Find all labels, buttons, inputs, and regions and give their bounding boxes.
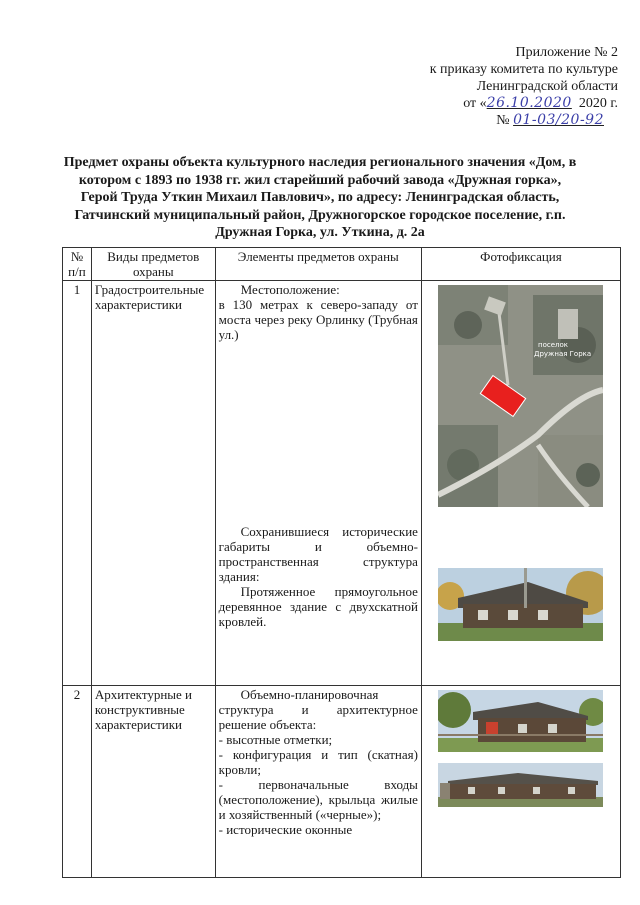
date-suffix: 2020 г. (578, 96, 618, 111)
row-kind: Градостроительные характеристики (91, 281, 215, 686)
order-line: к приказу комитета по культуре (429, 62, 618, 77)
location-heading: Местоположение: (240, 282, 340, 297)
list-item: - исторические оконные (218, 822, 353, 837)
number-prefix: № (496, 113, 510, 128)
house-photo-1 (438, 568, 603, 641)
house-photo-1-svg (438, 568, 603, 641)
header-num: № п/п (63, 248, 92, 281)
dimensions-text: Протяженное прямоугольное деревянное здание с двухскатной кровлей. (218, 584, 418, 629)
row-kind: Архитектурные и конструктивные характеристики (91, 686, 215, 878)
appendix-label: Приложение № 2 (515, 45, 618, 60)
house-photo-3-svg (438, 763, 603, 807)
table-row (63, 281, 621, 686)
number-line (430, 112, 618, 129)
map-label-1: поселок (538, 341, 569, 349)
dimensions-heading: Сохранившиеся исторические габариты и объемно-пространственная структура здания: (218, 524, 418, 584)
house-photo-2 (438, 690, 603, 752)
header-kind: Виды предметов охраны (91, 248, 215, 281)
list-item: - высотные отметки; (218, 732, 333, 747)
table-header-row (63, 248, 621, 281)
house-photo-2-svg (438, 690, 603, 752)
list-item: - первоначальные входы (местоположение), крыльца жилые и хозяйственный («черные»); (218, 777, 418, 822)
document-title: Предмет охраны объекта культурного наследия регионального значения «Дом, в котором с 1893 по 1938 гг. жил старейший рабочий завода «Дружная горка», Герой Труда Уткин Михаил Павлович», по адресу: Ленинградская область, Гатчинский муниципальный район, Дружногорское городское поселение, г.п. Дружная Горка, ул. Уткина, д. 2а (63, 155, 577, 240)
structure-heading: Объемно-планировочная структура и архитектурное решение объекта: (218, 687, 418, 732)
map-label-2: Дружная Горка (534, 350, 592, 358)
committee-line: Ленинградской области (476, 79, 618, 94)
list-item: - конфигурация и тип (скатная) кровли; (218, 747, 418, 777)
handwritten-date: 26.10.2020 (486, 95, 572, 111)
aerial-map-image (438, 285, 603, 507)
row-elements (215, 281, 421, 686)
handwritten-number: 01-03/20-92 (513, 112, 604, 128)
row-photos (421, 686, 620, 878)
document-header (430, 44, 618, 129)
header-photo: Фотофиксация (421, 248, 620, 281)
header-elements: Элементы предметов охраны (215, 248, 421, 281)
row-number: 1 (63, 281, 92, 686)
location-text: в 130 метрах к северо-западу от моста через реку Орлинку (Трубная ул.) (218, 297, 418, 342)
protection-table (62, 247, 621, 878)
aerial-map-svg (438, 285, 603, 507)
row-photos (421, 281, 620, 686)
date-prefix: от « (463, 96, 487, 111)
house-photo-3 (438, 763, 603, 807)
table-row (63, 686, 621, 878)
row-number: 2 (63, 686, 92, 878)
date-line (430, 95, 618, 112)
row-elements (215, 686, 421, 878)
